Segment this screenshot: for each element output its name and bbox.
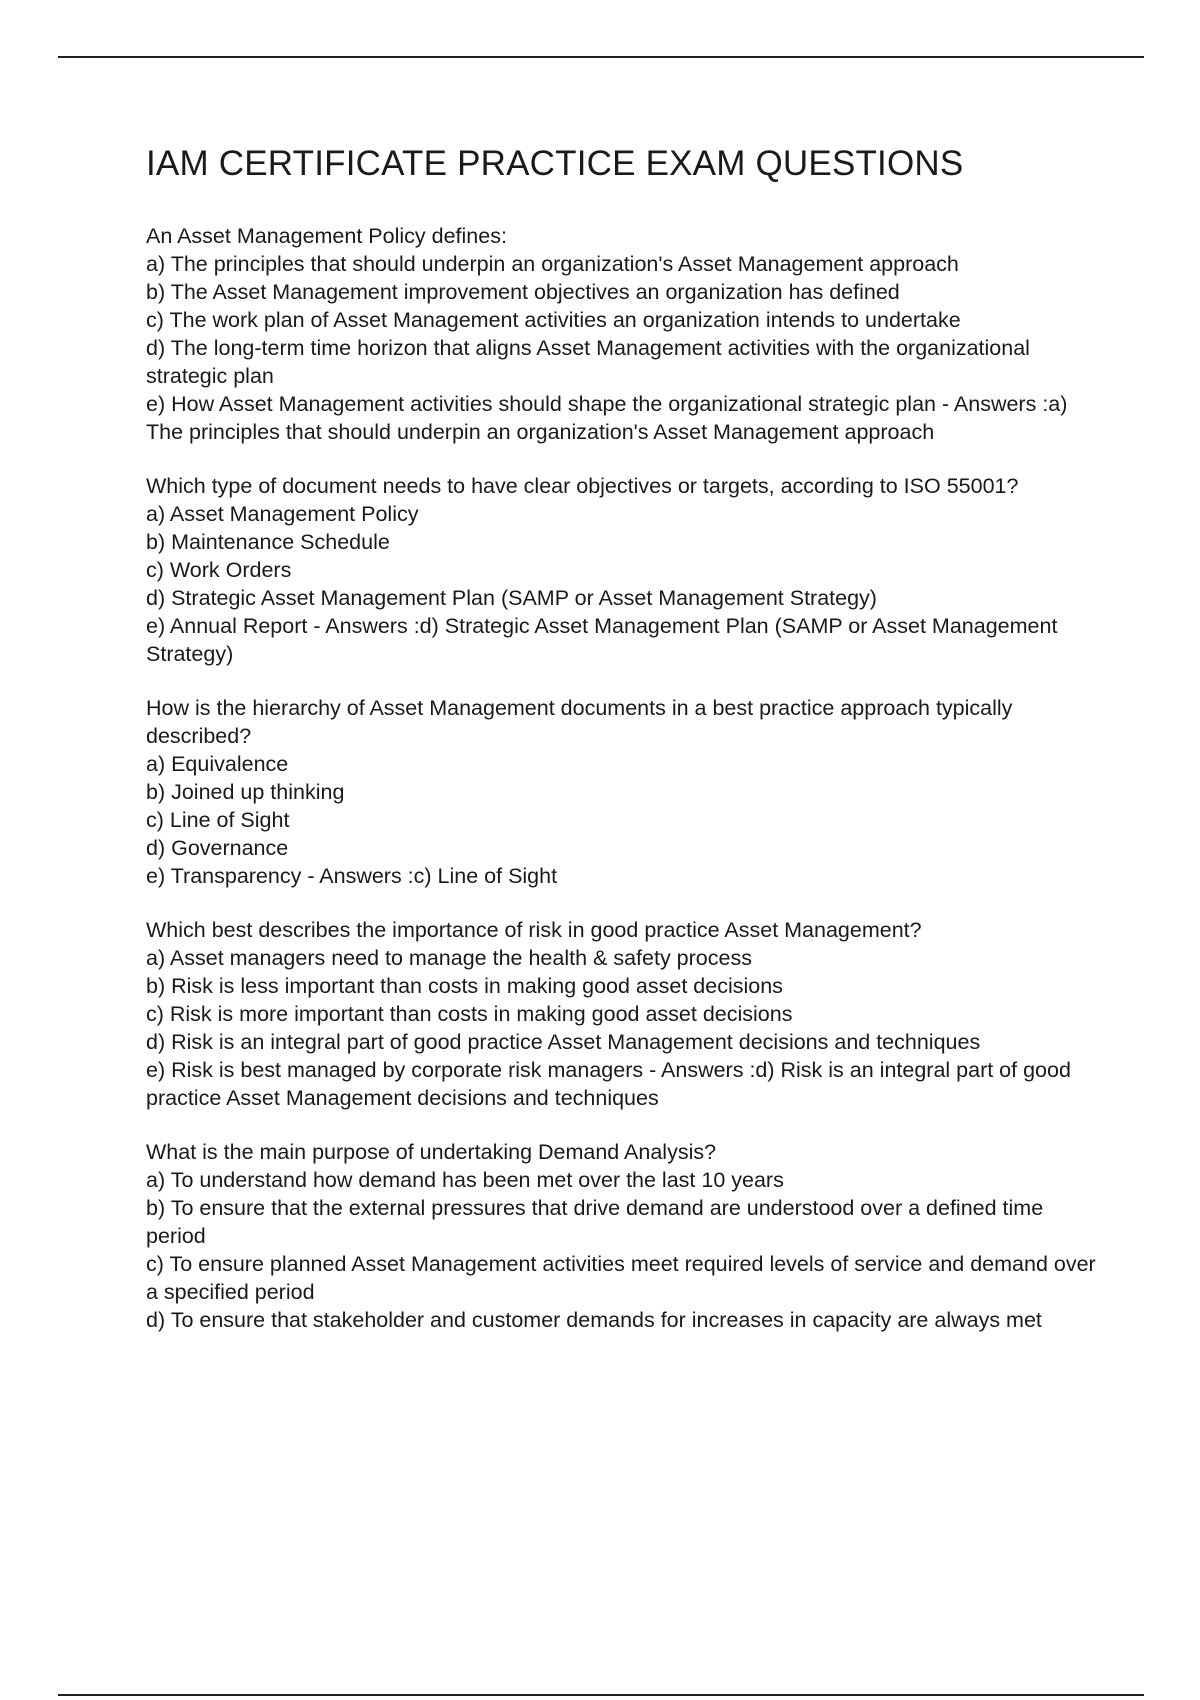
answer-option: b) Joined up thinking — [146, 780, 345, 804]
answer-option-with-answer: e) Transparency - Answers :c) Line of Sight — [146, 864, 558, 888]
answer-option: a) Equivalence — [146, 752, 289, 776]
question-block-4 — [146, 916, 1101, 1112]
question-text: Which best describes the importance of risk in good practice Asset Management? — [146, 918, 922, 942]
answer-option: c) Work Orders — [146, 558, 292, 582]
answer-option: c) The work plan of Asset Management activities an organization intends to undertake — [146, 308, 961, 332]
answer-option: c) Line of Sight — [146, 808, 290, 832]
answer-option-with-answer: e) Risk is best managed by corporate risk managers - Answers :d) Risk is an integral part of good practice Asset Management decisions and techniques — [146, 1058, 1071, 1110]
answer-option-with-answer: e) Annual Report - Answers :d) Strategic Asset Management Plan (SAMP or Asset Management Strategy) — [146, 614, 1058, 666]
question-block-5 — [146, 1138, 1101, 1334]
question-block-3 — [146, 694, 1101, 890]
question-text: How is the hierarchy of Asset Management documents in a best practice approach typically described? — [146, 696, 1013, 748]
bottom-rule — [58, 1694, 1144, 1696]
top-rule — [58, 56, 1144, 58]
question-block-2 — [146, 472, 1101, 668]
question-text: What is the main purpose of undertaking Demand Analysis? — [146, 1140, 717, 1164]
answer-option: d) Strategic Asset Management Plan (SAMP or Asset Management Strategy) — [146, 586, 877, 610]
answer-option: b) To ensure that the external pressures that drive demand are understood over a defined time period — [146, 1196, 1044, 1248]
answer-option-with-answer: e) How Asset Management activities should shape the organizational strategic plan - Answers :a) The principles that should underpin an organization's Asset Management approach — [146, 392, 1068, 444]
answer-option: a) Asset managers need to manage the health & safety process — [146, 946, 752, 970]
answer-option: d) Risk is an integral part of good practice Asset Management decisions and techniques — [146, 1030, 981, 1054]
answer-option: a) To understand how demand has been met over the last 10 years — [146, 1168, 784, 1192]
answer-option: a) Asset Management Policy — [146, 502, 419, 526]
question-text: An Asset Management Policy defines: — [146, 224, 507, 248]
answer-option: b) Maintenance Schedule — [146, 530, 390, 554]
answer-option: a) The principles that should underpin an organization's Asset Management approach — [146, 252, 959, 276]
answer-option: b) The Asset Management improvement objectives an organization has defined — [146, 280, 900, 304]
document-body — [146, 140, 1101, 1360]
answer-option: d) Governance — [146, 836, 289, 860]
answer-option: d) To ensure that stakeholder and customer demands for increases in capacity are always met — [146, 1308, 1042, 1332]
answer-option: c) Risk is more important than costs in making good asset decisions — [146, 1002, 793, 1026]
page-title: IAM CERTIFICATE PRACTICE EXAM QUESTIONS — [146, 144, 964, 183]
answer-option: c) To ensure planned Asset Management activities meet required levels of service and demand over a specified period — [146, 1252, 1096, 1304]
answer-option: b) Risk is less important than costs in making good asset decisions — [146, 974, 783, 998]
question-block-1 — [146, 222, 1101, 446]
answer-option: d) The long-term time horizon that aligns Asset Management activities with the organizational strategic plan — [146, 336, 1030, 388]
question-text: Which type of document needs to have clear objectives or targets, according to ISO 55001? — [146, 474, 1019, 498]
